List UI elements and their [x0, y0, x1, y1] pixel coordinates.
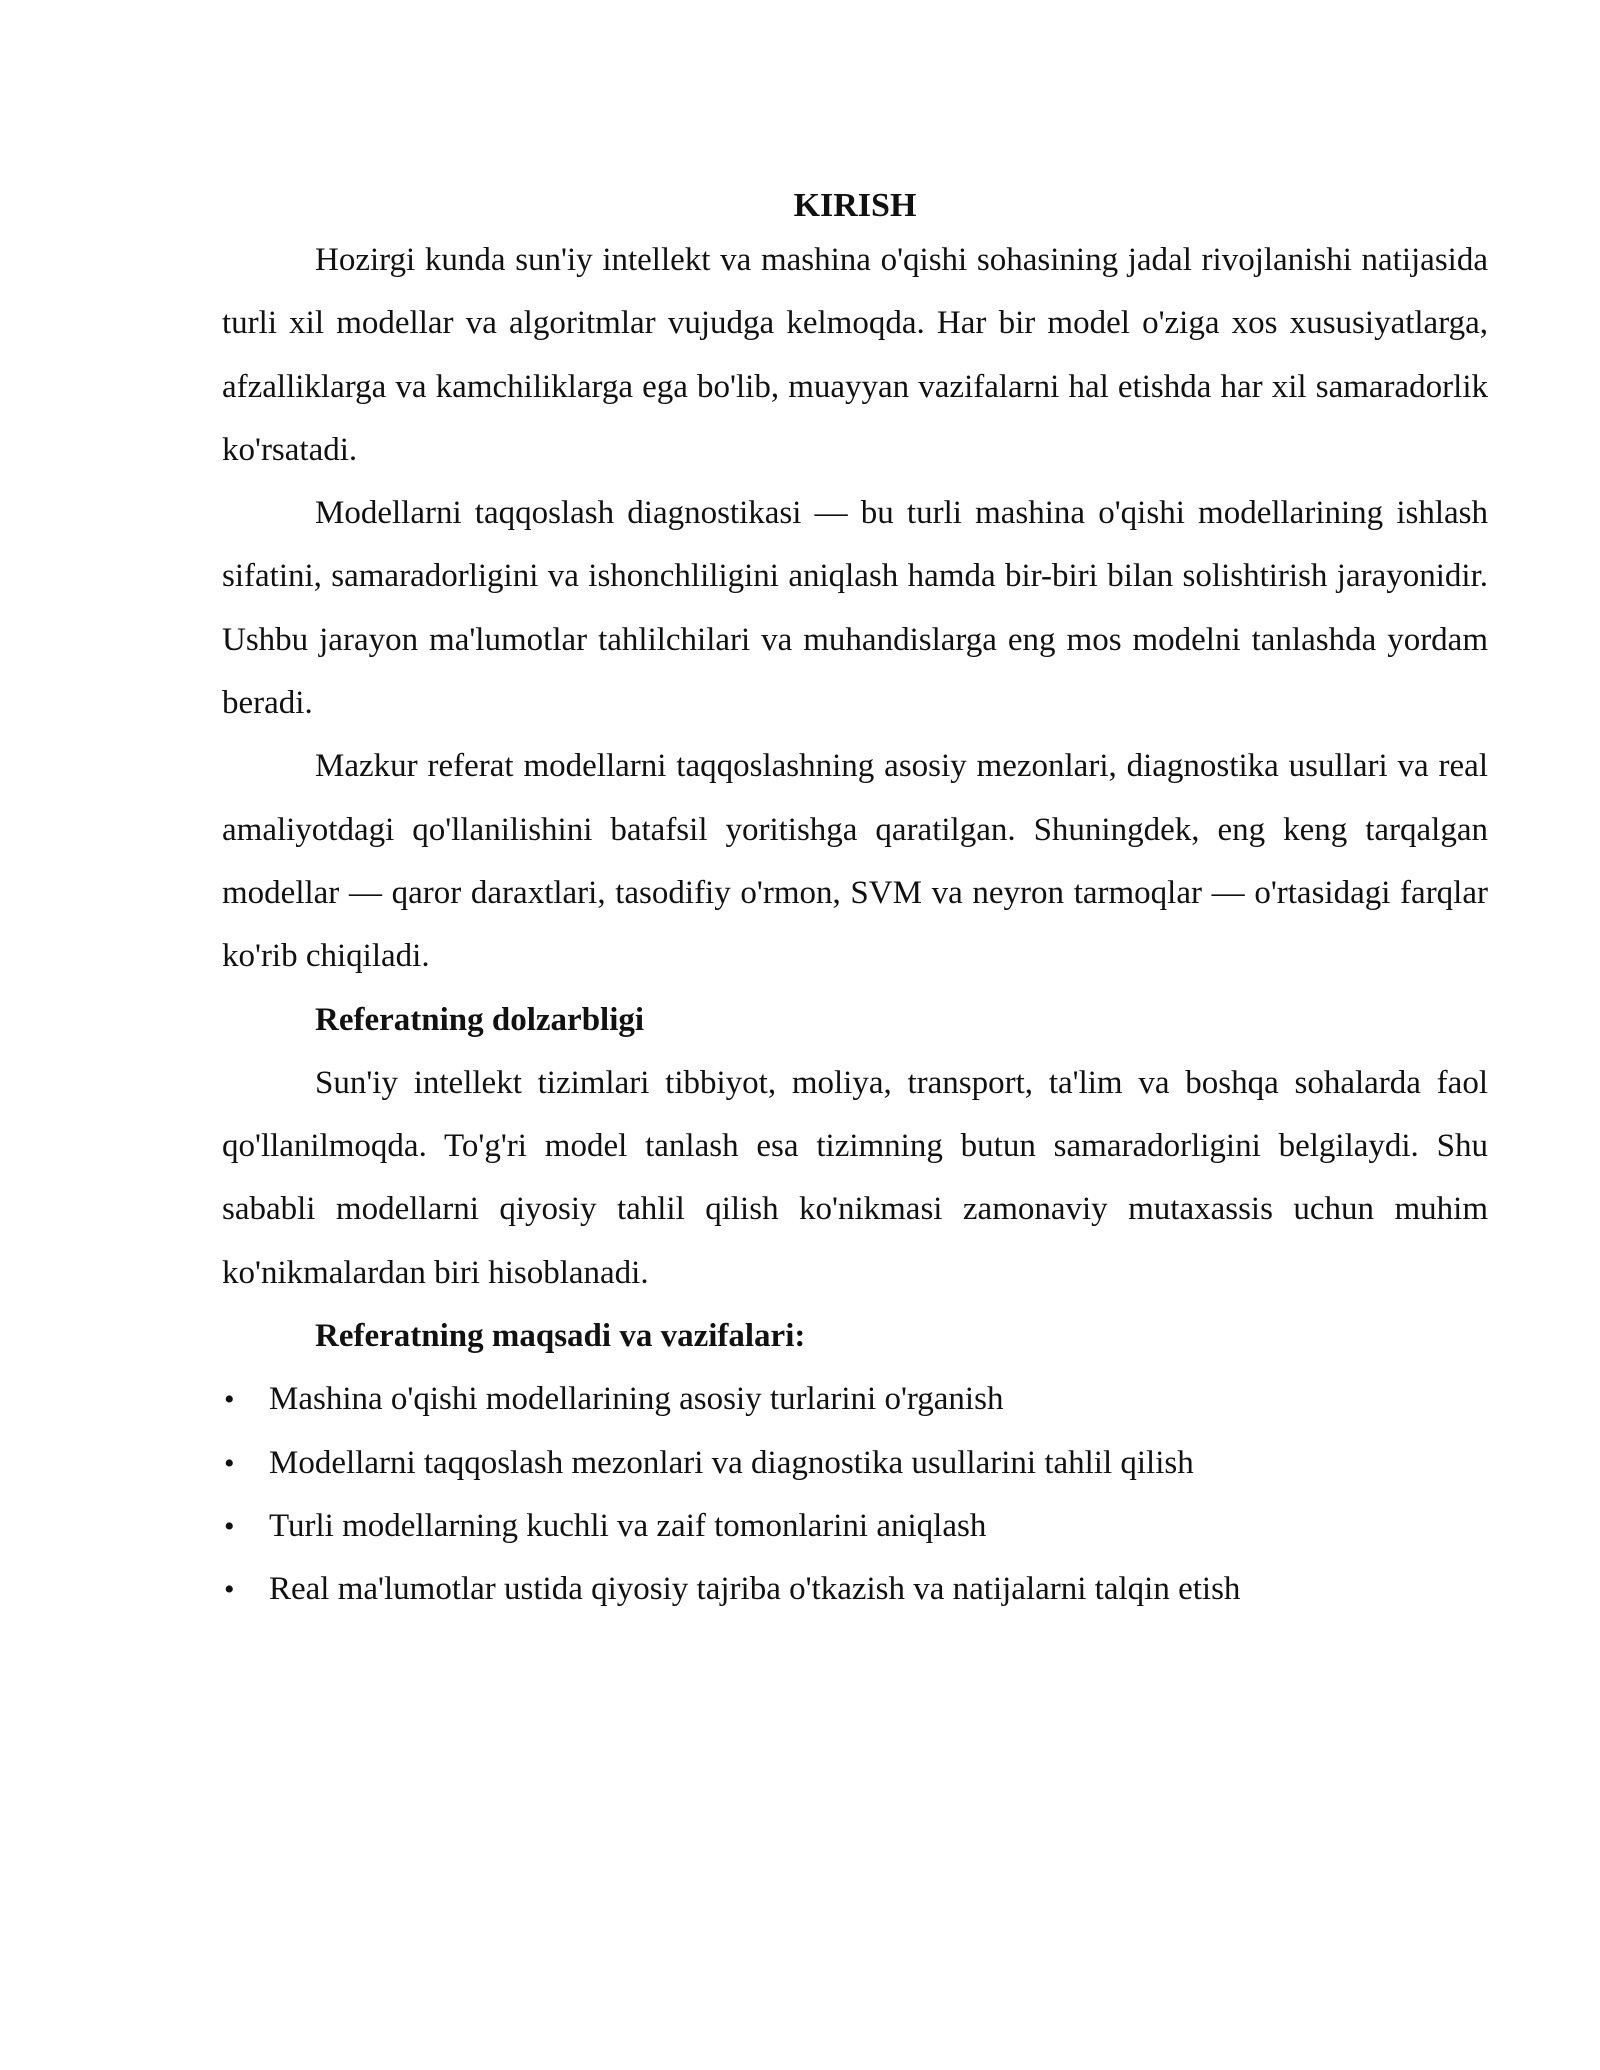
document-page: [222, 183, 1488, 1622]
bullet-icon: •: [224, 1446, 235, 1480]
goal-item-2: [222, 1432, 1488, 1495]
goal-item-text: Mashina o'qishi modellarining asosiy turlarini o'rganish: [269, 1381, 1004, 1418]
relevance-heading: Referatning dolzarbligi: [315, 1001, 645, 1038]
goal-item-1: [222, 1368, 1488, 1431]
goals-list: [222, 1368, 1488, 1621]
bullet-icon: •: [224, 1509, 235, 1543]
page-title: KIRISH: [793, 187, 917, 224]
intro-paragraph-3: Mazkur referat modellarni taqqoslashning asosiy mezonlari, diagnostika usullari va real amaliyotdagi qo'llanilishini batafsil yoritishga qaratilgan. Shuningdek, eng keng tarqalgan modellar — qaror daraxtlari, tasodifiy o'rmon, SVM va neyron tarmoqlar — o'rtasidagi farqlar ko'rib chiqiladi.: [222, 748, 1488, 975]
bullet-icon: •: [224, 1383, 235, 1417]
goal-item-text: Turli modellarning kuchli va zaif tomonlarini aniqlash: [269, 1507, 987, 1544]
relevance-paragraph: Sun'iy intellekt tizimlari tibbiyot, moliya, transport, ta'lim va boshqa sohalarda faol qo'llanilmoqda. To'g'ri model tanlash esa tizimning butun samaradorligini belgilaydi. Shu sababli modellarni qiyosiy tahlil qilish ko'nikmasi zamonaviy mutaxassis uchun muhim ko'nikmalardan biri hisoblanadi.: [222, 1064, 1488, 1291]
bullet-icon: •: [224, 1573, 235, 1607]
goal-item-4: [222, 1558, 1488, 1621]
intro-paragraph-2: Modellarni taqqoslash diagnostikasi — bu turli mashina o'qishi modellarining ishlash sifatini, samaradorligini va ishonchliligini aniqlash hamda bir-biri bilan solishtirish jarayonidir. Ushbu jarayon ma'lumotlar tahlilchilari va muhandislarga eng mos modelni tanlashda yordam beradi.: [222, 495, 1488, 722]
goal-item-text: Real ma'lumotlar ustida qiyosiy tajriba o'tkazish va natijalarni talqin etish: [269, 1571, 1241, 1608]
goals-heading: Referatning maqsadi va vazifalari:: [315, 1318, 806, 1355]
goal-item-3: [222, 1495, 1488, 1558]
intro-paragraph-1: Hozirgi kunda sun'iy intellekt va mashina o'qishi sohasining jadal rivojlanishi natijasida turli xil modellar va algoritmlar vujudga kelmoqda. Har bir model o'ziga xos xususiyatlarga, afzalliklarga va kamchiliklarga ega bo'lib, muayyan vazifalarni hal etishda har xil samaradorlik ko'rsatadi.: [222, 242, 1488, 468]
goal-item-text: Modellarni taqqoslash mezonlari va diagnostika usullarini tahlil qilish: [269, 1444, 1194, 1481]
